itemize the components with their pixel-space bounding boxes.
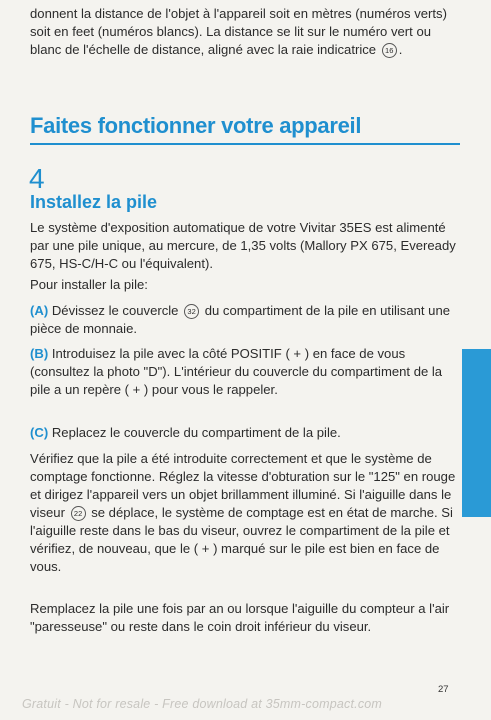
step-a-label: (A): [30, 303, 49, 318]
battery-paragraph: Le système d'exposition automatique de votre Vivitar 35ES est alimenté par une pile unique, au mercure, de 1,35 volts (Mallory PX 675, Eveready 675, HS-C/H-C ou l'équivalent).: [30, 220, 456, 271]
install-intro: Pour installer la pile:: [30, 277, 148, 292]
step-a: [30, 302, 460, 338]
step-c-text: Replacez le couvercle du compartiment de la pile.: [51, 425, 341, 440]
verify-paragraph: [30, 450, 460, 576]
section-divider: [30, 143, 460, 145]
section-title: Faites fonctionner votre appareil: [30, 113, 362, 138]
replace-paragraph: Remplacez la pile une fois par an ou lorsque l'aiguille du compteur a l'air "paresseuse" ou reste dans le coin droit inférieur du viseur.: [30, 601, 450, 634]
ref-circle-16: 16: [382, 43, 397, 58]
intro-paragraph: [30, 5, 460, 59]
intro-text-end: .: [398, 42, 403, 57]
step-b-label: (B): [30, 346, 49, 361]
step-b-text: Introduisez la pile avec la côté POSITIF ( + ) en face de vous (consultez la photo "D"). L'intérieur du couvercle du compartiment de la pile a un repère ( + ) pour vous le rappeler.: [30, 346, 443, 397]
page-number: 27: [438, 684, 449, 695]
step-title: Installez la pile: [30, 192, 158, 212]
ref-circle-22: 22: [71, 506, 86, 521]
intro-text: donnent la distance de l'objet à l'appareil soit en mètres (numéros verts) soit en feet (numéros blancs). La distance se lit sur le numéro vert ou blanc de l'échelle de distance, aligné avec la raie indicatrice: [30, 6, 447, 57]
step-a-text-end: du compartiment de la pile en utilisant une pièce de monnaie.: [30, 303, 451, 336]
chapter-side-tab: [462, 349, 491, 517]
verify-text-end: se déplace, le système de comptage est en état de marche. Si l'aiguille reste dans le bas du viseur, ouvrez le compartiment de la pile et vérifiez, de nouveau, que le ( + ) marqué sur le pile est bien en face de vous.: [30, 505, 453, 574]
step-c-label: (C): [30, 425, 49, 440]
verify-text: Vérifiez que la pile a été introduite correctement et que le système de comptage fonctionne. Réglez la vitesse d'obturation sur le "125" en rouge et dirigez l'appareil vers un objet brillamment illuminé. Si l'aiguille dans le viseur: [30, 451, 456, 520]
step-b: [30, 345, 460, 399]
footer-watermark: Gratuit - Not for resale - Free download at 35mm-compact.com: [22, 697, 383, 711]
ref-circle-32: 32: [184, 304, 199, 319]
step-a-text: Dévissez le couvercle: [51, 303, 179, 318]
step-c: [30, 424, 460, 442]
step-number: 4: [29, 163, 45, 194]
